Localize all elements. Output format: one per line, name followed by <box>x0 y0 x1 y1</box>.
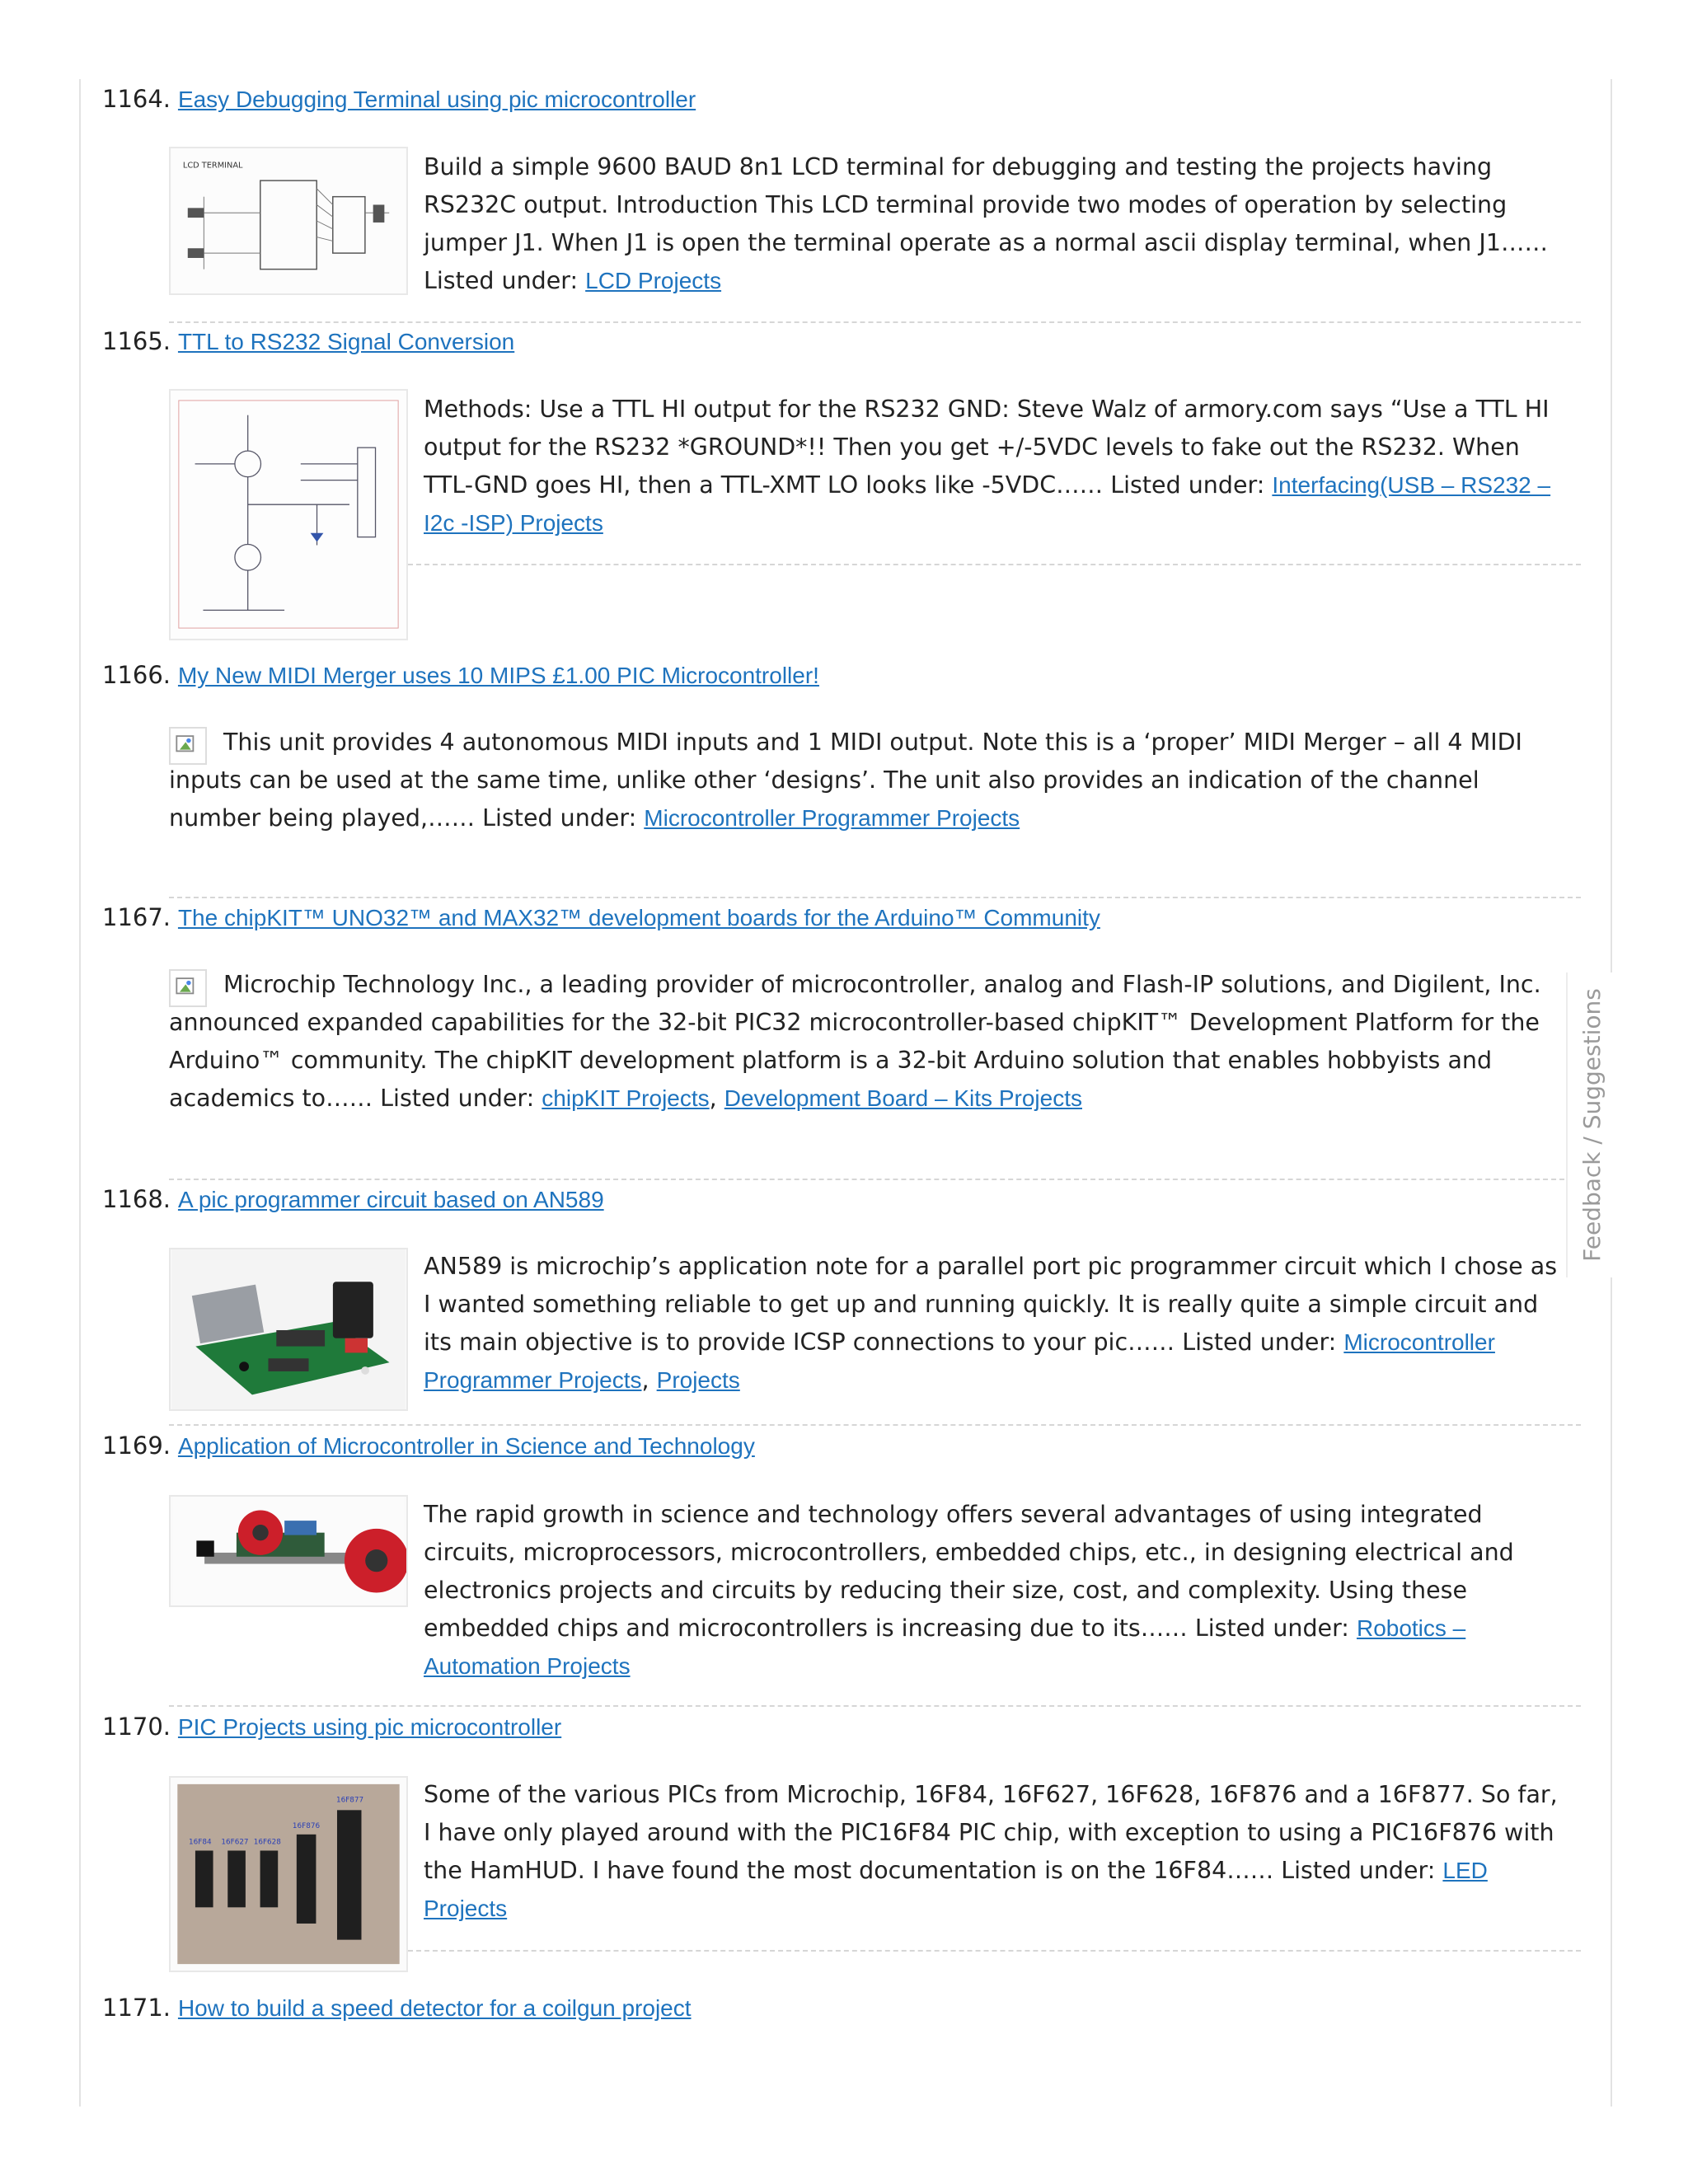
lcd-terminal-schematic-thumbnail[interactable] <box>169 147 408 295</box>
feedback-tab-label: Feedback / Suggestions <box>1578 988 1606 1262</box>
category-link[interactable]: chipKIT Projects <box>542 1085 710 1111</box>
robot-photo <box>171 1497 406 1605</box>
entry-number: 1164. <box>102 85 171 113</box>
excerpt-text: Microchip Technology Inc., a leading provider of microcontroller, analog and Flash-IP solutions, and Digilent, Inc. announced expanded capabilities for the 32-bit PIC32 microcontroller-based chipKIT™ Development Platform for the Arduino™ community. The chipKIT development platform is a 32-bit Arduino solution that enables hobbyists and academics to…… <box>169 971 1541 1112</box>
listed-under-label: Listed under: <box>1281 1857 1443 1884</box>
chip-label: 16F876 <box>292 1821 321 1830</box>
board-photo <box>171 1249 406 1409</box>
entry-title-line <box>102 656 819 694</box>
category-link[interactable]: Projects <box>656 1367 740 1393</box>
entry-title-line <box>102 1989 692 2027</box>
category-link[interactable]: Microcontroller Programmer Projects <box>424 1329 1495 1393</box>
entry-excerpt: Microchip Technology Inc., a leading provider of microcontroller, analog and Flash-IP solutions, and Digilent, Inc. announced expanded capabilities for the 32-bit PIC32 microcontroller-based chipKIT™ Development Platform for the Arduino™ community. The chipKIT development platform is a 32-bit Arduino solution that enables hobbyists and academics to…… Listed under: chipKIT Projects, Development Board – Kits Projects <box>169 971 1541 1112</box>
entry-number: 1171. <box>102 1994 171 2022</box>
entry-excerpt: AN589 is microchip’s application note for a parallel port pic programmer circuit which I chose as I wanted something reliable to get up and running quickly. It is really quite a simple circuit and its main objective is to provide ICSP connections to your pic…… Listed under: Microcontroller Programmer Projects, Projects <box>424 1253 1558 1394</box>
entry-title-link[interactable]: How to build a speed detector for a coilgun project <box>177 1995 692 2021</box>
chip-label: 16F877 <box>336 1796 364 1805</box>
category-link[interactable]: Robotics – Automation Projects <box>424 1615 1466 1679</box>
entry-excerpt <box>424 391 1561 542</box>
entry-number: 1165. <box>102 327 171 355</box>
pic-programmer-board-thumbnail[interactable] <box>169 1248 408 1411</box>
listed-under-label: Listed under: <box>482 804 645 832</box>
robot-car-thumbnail[interactable] <box>169 1495 408 1607</box>
entry-title-link[interactable]: PIC Projects using pic microcontroller <box>177 1714 562 1740</box>
entry-number: 1169. <box>102 1432 171 1460</box>
entry-title-link[interactable]: My New MIDI Merger uses 10 MIPS £1.00 PIC Microcontroller! <box>177 663 819 688</box>
category-link[interactable]: LED Projects <box>424 1858 1488 1921</box>
entry-divider <box>408 1950 1581 1952</box>
excerpt-text: AN589 is microchip’s application note for a parallel port pic programmer circuit which I chose as I wanted something reliable to get up and running quickly. It is really quite a simple circuit and its main objective is to provide ICSP connections to your pic…… <box>424 1253 1558 1356</box>
entry-title-link[interactable]: Application of Microcontroller in Science and Technology <box>177 1433 755 1459</box>
entry-divider <box>169 1705 1581 1707</box>
excerpt-text: Build a simple 9600 BAUD 8n1 LCD terminal for debugging and testing the projects having RS232C output. Introduction This LCD terminal provide two modes of operation by selecting jumper J1. When J1 is open the terminal operate as a normal ascii display terminal, when J1…… <box>424 153 1548 256</box>
pic-chips-thumbnail[interactable] <box>169 1776 408 1972</box>
entry-title-line <box>102 80 696 118</box>
entry-number: 1168. <box>102 1185 171 1213</box>
ttl-rs232-schematic-thumbnail[interactable] <box>169 389 408 640</box>
excerpt-text: This unit provides 4 autonomous MIDI inputs and 1 MIDI output. Note this is a ‘proper’ MIDI Merger – all 4 MIDI inputs can be used at the same time, unlike other ‘designs’. The unit also provides an indication of the channel number being played,…… <box>169 729 1522 832</box>
entry-divider <box>169 1424 1581 1426</box>
entry-title-line <box>102 1427 755 1465</box>
entry-title-line <box>102 322 514 360</box>
chip-label: 16F628 <box>253 1838 281 1847</box>
excerpt-text: Methods: Use a TTL HI output for the RS232 GND: Steve Walz of armory.com says “Use a TTL HI output for the RS232 *GROUND*!! Then you get +/-5VDC levels to fake out the RS232. When TTL-GND goes HI, then a TTL-XMT LO looks like -5VDC…… <box>424 396 1550 499</box>
entry-number: 1166. <box>102 661 171 689</box>
listed-under-label: Listed under: <box>1194 1615 1357 1642</box>
entry-title-link[interactable]: A pic programmer circuit based on AN589 <box>177 1187 604 1212</box>
entry-title-line <box>102 1708 561 1746</box>
entry-excerpt <box>424 148 1561 300</box>
category-link[interactable]: Interfacing(USB – RS232 – I2c -ISP) Projects <box>424 472 1551 536</box>
chip-label: 16F84 <box>189 1838 212 1847</box>
entry-title-line <box>102 1180 604 1218</box>
category-link[interactable]: LCD Projects <box>585 268 722 293</box>
entry-title-link[interactable]: The chipKIT™ UNO32™ and MAX32™ development boards for the Arduino™ Community <box>177 905 1100 930</box>
listed-under-label: Listed under: <box>424 267 586 294</box>
entry-excerpt <box>424 1776 1561 1928</box>
entry-excerpt <box>424 1496 1561 1685</box>
chip-label: 16F627 <box>221 1838 249 1847</box>
entry-divider <box>408 564 1581 565</box>
listed-under-label: Listed under: <box>380 1085 542 1112</box>
entry-title-link[interactable]: TTL to RS232 Signal Conversion <box>177 329 515 354</box>
listed-under-label: Listed under: <box>1182 1329 1344 1356</box>
entry-title-link[interactable]: Easy Debugging Terminal using pic microcontroller <box>177 87 696 112</box>
thumbnail-caption: LCD TERMINAL <box>182 161 243 171</box>
content-left-border <box>79 79 81 2107</box>
excerpt-text: The rapid growth in science and technology offers several advantages of using integrated circuits, microprocessors, microcontrollers, embedded chips, etc., in designing electrical and electronics projects and circuits by reducing their size, cost, and complexity. Using these embedded chips and microcontrollers is increasing due to its…… <box>424 1501 1514 1642</box>
excerpt-text: Some of the various PICs from Microchip, 16F84, 16F627, 16F628, 16F876 and a 16F877. So far, I have only played around with the PIC16F84 PIC chip, with exception to using a PIC16F876 with the HamHUD. I have found the most documentation is on the 16F84…… <box>424 1781 1558 1884</box>
feedback-suggestions-tab[interactable] <box>1566 972 1617 1277</box>
chips-photo <box>171 1778 406 1971</box>
category-link[interactable]: Development Board – Kits Projects <box>724 1085 1082 1111</box>
entry-number: 1170. <box>102 1713 171 1741</box>
entry-excerpt <box>169 724 1562 837</box>
category-link[interactable]: Microcontroller Programmer Projects <box>644 805 1020 831</box>
schematic-image <box>171 148 406 293</box>
schematic-image <box>171 391 406 639</box>
entry-title-line <box>102 898 1100 936</box>
entry-number: 1167. <box>102 903 171 931</box>
listed-under-label: Listed under: <box>1110 471 1273 499</box>
